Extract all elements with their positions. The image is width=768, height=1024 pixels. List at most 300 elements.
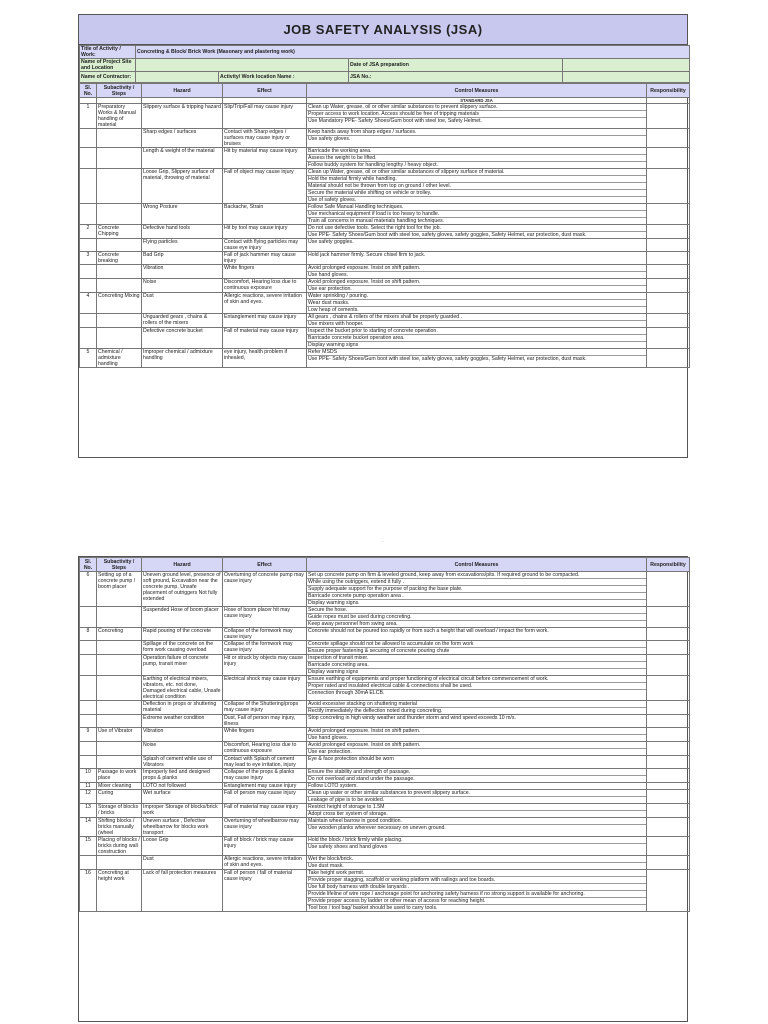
effect-cell: Collapse of the props & planks may cause injury	[223, 769, 307, 783]
control-measure-item: Proper access to work location. Access should be free of tripping materials	[307, 111, 646, 118]
control-measure-item: Refer MSDS	[307, 349, 646, 356]
effect-cell: Discomfort, Hearing loss due to continuous exposure	[223, 279, 307, 293]
responsibility-cell[interactable]	[647, 742, 690, 756]
control-measure-item: Eye & face protection should be worn	[308, 756, 394, 762]
jsa-rows-page-1	[80, 104, 690, 368]
hazard-cell: Earthing of electrical mixers, vibrators, etc. not done, Damaged electrical cable, Unsafe electrical condition	[143, 676, 221, 700]
control-measure-item: Stop concreting in high windy weather and thunder storm and wind speed exceeds 10 m/s.	[308, 715, 516, 721]
control-measure-item: Use hand gloves.	[308, 735, 349, 741]
subactivity-cell: Shifting blocks / bricks manually (wheel	[97, 818, 142, 837]
control-measures-cell	[307, 790, 647, 804]
responsibility-cell[interactable]	[647, 628, 690, 641]
table-row	[80, 239, 690, 252]
sl-cell: 3	[80, 252, 97, 265]
control-measure-item: Avoid prolonged exposure. Insist on shift pattern.	[307, 265, 646, 272]
col-hazard: Hazard	[142, 558, 223, 572]
responsibility-cell[interactable]	[647, 641, 690, 655]
sl-cell: 16	[80, 870, 97, 912]
control-measure-item: Avoid prolonged exposure. Insist on shift pattern.	[307, 742, 646, 749]
effect-cell: Hose of boom placer hit may cause injury	[223, 607, 307, 628]
control-measure-item: Use safety goggles.	[308, 239, 354, 245]
subactivity-cell: Concreting	[97, 628, 142, 641]
control-measures-cell	[307, 252, 647, 265]
control-measure-item: Water sprinkling / pouring.	[307, 293, 646, 300]
hazard-cell: Vibration	[142, 265, 223, 279]
subactivity-cell	[97, 239, 142, 252]
control-measure-item: Ensure earthing of equipments and proper functioning of electrical circuit before commencement of work.	[307, 676, 646, 683]
hazard-cell: Defective concrete bucket	[142, 328, 223, 349]
hazard-cell: Defective hand tools	[142, 225, 223, 239]
hazard-cell: Suspended Hose of boom placer	[142, 607, 223, 628]
subactivity-cell	[97, 715, 142, 728]
control-measure-item: Hold jack hammer firmly. Secure chisel firm to jack.	[308, 252, 426, 258]
table-row	[80, 628, 690, 641]
table-row	[80, 728, 690, 742]
control-measures-cell	[307, 148, 647, 169]
control-measure-item: Follow LOTO system.	[308, 783, 358, 789]
table-row	[80, 607, 690, 628]
responsibility-cell[interactable]	[647, 837, 690, 856]
table-row	[80, 314, 690, 328]
responsibility-cell[interactable]	[647, 856, 690, 870]
hazard-cell: Rapid pouring of the concrete	[142, 628, 223, 641]
control-measure-item: Provide proper stagging, scaffold or working platform with railings and toe boards.	[307, 877, 646, 884]
control-measure-item: Low heap of cements.	[308, 307, 359, 313]
control-measure-item: Concrete spillage should not be allowed to accumulate on the form work	[307, 641, 646, 648]
control-measures-cell	[307, 742, 647, 756]
sl-cell	[80, 607, 97, 628]
responsibility-cell[interactable]	[647, 756, 690, 769]
sl-cell	[80, 676, 97, 701]
control-measures-cell	[307, 239, 647, 252]
subactivity-cell: Use of Vibrator	[97, 728, 142, 742]
control-measures-cell	[307, 676, 647, 701]
effect-cell: Electrical shock may cause injury	[223, 676, 307, 701]
effect-cell: Fall of material may cause injury	[223, 804, 307, 818]
hazard-cell: Noise	[142, 279, 223, 293]
hazard-cell: Vibration	[142, 728, 223, 742]
effect-cell: Entanglement may cause injury	[223, 314, 307, 328]
sl-cell	[80, 314, 97, 328]
responsibility-cell[interactable]	[647, 715, 690, 728]
sl-cell	[80, 239, 97, 252]
control-measure-item: Inspect the bucket prior to starting of concrete operation.	[307, 328, 646, 335]
subactivity-cell: Placing of blocks / bricks during wall construction	[98, 837, 140, 855]
control-measure-item: Restrict height of storage to 1.5M	[307, 804, 646, 811]
subactivity-cell	[97, 742, 142, 756]
sl-cell	[80, 148, 97, 169]
table-row	[80, 701, 690, 715]
control-measure-item: Use dust mask.	[308, 863, 344, 869]
responsibility-cell[interactable]	[647, 728, 690, 742]
control-measure-item: Secure the material while shifting on vehicle or trolley.	[307, 190, 646, 197]
table-row	[80, 279, 690, 293]
sl-cell: 8	[80, 628, 97, 641]
effect-cell: Allergic reactions, severe irritation of skin and eyes.	[223, 293, 307, 314]
control-measure-item: Assess the weight to be lifted.	[307, 155, 646, 162]
jsa-table-2	[79, 557, 690, 912]
sl-cell: 10	[80, 769, 97, 783]
control-measure-item: Barricade the working area.	[307, 148, 646, 155]
responsibility-cell[interactable]	[647, 870, 690, 912]
responsibility-cell[interactable]	[647, 148, 690, 169]
sl-cell: 9	[80, 728, 97, 742]
sl-cell	[80, 756, 97, 769]
effect-cell: Collapse of the Shuttering/props may cause injury	[223, 701, 307, 715]
sl-cell	[80, 641, 97, 655]
control-measure-item: Barricade concrete bucket operation area.	[307, 335, 646, 342]
date-label: Date of JSA preparation	[349, 59, 563, 72]
col-control-measures: Control Measures	[307, 84, 647, 98]
control-measure-item: Use PPE- Safety Shoes/Gum boot with steel toe, safety gloves, safety goggles, Safety Helmet, ear protection, dust mask.	[308, 356, 587, 362]
control-measures-cell	[307, 607, 647, 628]
effect-cell: eye injury, health problem if inhealed,	[223, 349, 307, 368]
effect-cell: Fall of person may cause injury	[223, 790, 307, 804]
table-row	[80, 837, 690, 856]
site-label: Name of Project Site and Location	[80, 59, 136, 72]
jsa-sheet-page-1	[78, 14, 688, 458]
responsibility-cell[interactable]	[647, 169, 690, 204]
sl-cell: 15	[80, 837, 97, 856]
control-measure-item: Do not overload and stand under the passage.	[308, 776, 415, 782]
control-measure-item: Clean up water or other similar substances to prevent slippery surface.	[307, 790, 646, 797]
control-measure-item: Use safety gloves.	[308, 136, 351, 142]
control-measure-item: Use hand gloves.	[308, 272, 349, 278]
control-measure-item: Inspection of transit mixer.	[307, 655, 646, 662]
hazard-cell: Dust	[142, 293, 223, 314]
subactivity-cell: Chemical / admixture handling	[97, 349, 142, 368]
effect-cell: Contact with Sharp edges / surfaces may cause injury or bruises	[223, 129, 307, 148]
responsibility-cell[interactable]	[647, 252, 690, 265]
jsa-no-value[interactable]	[563, 72, 690, 83]
hazard-cell: Bad Grip	[142, 252, 223, 265]
control-measure-item: All gears , chains & rollers of the mixers shall be properly guarded .	[307, 314, 646, 321]
contractor-value[interactable]	[136, 72, 219, 83]
control-measure-item: Guide ropes must be used during concreting.	[307, 614, 646, 621]
subactivity-cell	[97, 641, 142, 655]
effect-cell: White fingers	[223, 265, 307, 279]
table-row	[80, 225, 690, 239]
subactivity-cell: Preparatory Works & Manual handling of material	[97, 104, 142, 129]
sl-cell	[80, 328, 97, 349]
hazard-cell: Improperly tied and designed props & planks	[142, 769, 223, 783]
table-row	[80, 783, 690, 790]
control-measures-cell	[307, 225, 647, 239]
effect-cell: Fall of block / brick may cause injury	[223, 837, 307, 856]
table-row	[80, 252, 690, 265]
control-measure-item: Wear dust masks.	[307, 300, 646, 307]
control-measure-item: Use PPE- Safety Shoes/Gum boot with steel toe, safety gloves, safety goggles, Safety Helmet, ear protection, dust mask.	[308, 232, 587, 238]
control-measures-cell	[307, 818, 647, 837]
control-measure-item: Display warning signs	[308, 342, 359, 348]
responsibility-cell[interactable]	[647, 572, 690, 607]
responsibility-cell[interactable]	[647, 314, 690, 328]
control-measure-item: Secure the hose.	[307, 607, 646, 614]
sl-cell: 5	[80, 349, 97, 368]
control-measures-cell	[307, 769, 647, 783]
table-row	[80, 655, 690, 676]
hazard-cell: Loose Grip, Slippery surface of material, throwing of material	[142, 169, 223, 204]
control-measures-cell	[307, 837, 647, 856]
contractor-label: Name of Contractor:	[80, 72, 136, 83]
responsibility-cell[interactable]	[647, 783, 690, 790]
responsibility-cell[interactable]	[647, 655, 690, 676]
sl-cell: 4	[80, 293, 97, 314]
sl-cell: 1	[80, 104, 97, 129]
control-measure-item: Train all concerns in manual materials handling techniques.	[308, 218, 445, 224]
control-measures-cell	[307, 804, 647, 818]
table-row	[80, 715, 690, 728]
effect-cell: Contact with Splash of cement may lead to eye irritation, injury	[223, 756, 307, 769]
control-measures-cell	[307, 783, 647, 790]
sl-cell	[80, 701, 97, 715]
subactivity-cell: Storage of blocks / bricks	[97, 804, 142, 818]
col-responsibility: Responsibility	[647, 84, 690, 98]
control-measures-cell	[307, 169, 647, 204]
control-measure-item: Use mechanical equipment if load is too heavy to handle.	[307, 211, 646, 218]
jsa-table-1	[79, 83, 690, 368]
control-measures-cell	[307, 572, 647, 607]
jsa-rows-page-2	[80, 572, 690, 912]
subactivity-cell: Concrete breaking	[97, 252, 142, 265]
control-measure-item: Hold the material firmly while handling.	[307, 176, 646, 183]
responsibility-cell[interactable]	[647, 790, 690, 804]
jsa-title: JOB SAFETY ANALYSIS (JSA)	[79, 15, 687, 45]
control-measure-item: Concrete should not be poured too rapidly or from such a height that will overload / impact the form work.	[308, 628, 549, 634]
responsibility-cell[interactable]	[647, 328, 690, 349]
table-row	[80, 818, 690, 837]
hazard-cell: Unguarded gears , chains & rollers of the mixers	[142, 314, 223, 328]
control-measures-cell	[307, 641, 647, 655]
control-measures-cell	[307, 728, 647, 742]
responsibility-cell[interactable]	[647, 804, 690, 818]
table-row	[80, 870, 690, 912]
effect-cell: White fingers	[223, 728, 307, 742]
responsibility-cell[interactable]	[647, 265, 690, 279]
subactivity-cell: Concreting Mixing	[97, 293, 142, 314]
sl-cell: 11	[80, 783, 97, 790]
table-row	[80, 641, 690, 655]
responsibility-cell[interactable]	[647, 204, 690, 225]
control-measure-item: Use full body harness with double lanyards .	[307, 884, 646, 891]
col-hazard: Hazard	[142, 84, 223, 98]
table-row	[80, 204, 690, 225]
responsibility-cell[interactable]	[647, 676, 690, 701]
col-subactivity: Subactivity / Steps	[97, 558, 142, 572]
effect-cell: Dust, Fall of person may injury, illness	[223, 715, 307, 728]
control-measures-cell	[307, 265, 647, 279]
control-measure-item: Set up concrete pump on firm & leveled ground, keep away from excavations/pits. If required ground to be compacted.	[307, 572, 646, 579]
responsibility-cell[interactable]	[647, 818, 690, 837]
control-measure-item: Barricade concreting area.	[307, 662, 646, 669]
subactivity-cell	[97, 856, 142, 870]
control-measure-item: Barricade concrete pump operation area .	[307, 593, 646, 600]
activity-label: Activity/ Work location Name :	[219, 72, 349, 83]
control-measure-item: Leakage of pipe is to be avoided.	[308, 797, 385, 803]
responsibility-cell[interactable]	[647, 769, 690, 783]
control-measure-item: Use ear protection.	[308, 749, 352, 755]
effect-cell: Entanglement may cause injury	[223, 783, 307, 790]
col-responsibility: Responsibility	[647, 558, 690, 572]
table-row	[80, 804, 690, 818]
effect-cell: Overturning of concrete pump may cause injury	[223, 572, 307, 607]
sl-cell: 13	[80, 804, 97, 818]
control-measure-item: Use of safety gloves.	[308, 197, 357, 203]
subactivity-cell	[97, 265, 142, 279]
responsibility-cell[interactable]	[647, 225, 690, 239]
subactivity-cell	[97, 756, 142, 769]
subactivity-cell: Passage to work place	[97, 769, 142, 783]
date-value[interactable]	[563, 59, 690, 72]
control-measure-item: Use Mandatory PPE- Safety Shoes/Gum boot with steel toe, Safety Helmet.	[308, 118, 482, 124]
control-measure-item: Use safety shoes and hand gloves	[308, 844, 388, 850]
subactivity-cell	[97, 676, 142, 701]
control-measures-cell	[307, 870, 647, 912]
control-measures-cell	[307, 293, 647, 314]
table-row	[80, 265, 690, 279]
responsibility-cell[interactable]	[647, 129, 690, 148]
control-measure-item: Keep hands away from sharp edges / surfaces.	[307, 129, 646, 136]
hazard-cell: Uneven ground level, presence of soft ground, Excavation near the concrete pump, Unsafe placement of outriggers Not fully extended	[142, 572, 223, 607]
control-measures-cell	[307, 756, 647, 769]
sl-cell	[80, 129, 97, 148]
effect-cell: Fall of material may cause injury	[223, 328, 307, 349]
control-measure-item: Clean up Water, grease, oil or other similar substances to prevent slippery surface.	[307, 104, 646, 111]
page-marker: ...	[381, 538, 385, 543]
control-measure-item: Supply adequate support for the purpose of packing the base plate.	[307, 586, 646, 593]
hazard-cell: Slippery surface & tripping hazard	[142, 104, 223, 129]
table-row	[80, 572, 690, 607]
control-measure-item: Take height work permit.	[307, 870, 646, 877]
hazard-cell: Wrong Posture	[142, 204, 223, 225]
hazard-cell: Deflection in props or shuttering material	[142, 701, 223, 715]
control-measures-cell	[307, 104, 647, 129]
effect-cell: Hit by tool may cause injury	[223, 225, 307, 239]
responsibility-cell[interactable]	[647, 239, 690, 252]
table-row	[80, 769, 690, 783]
responsibility-cell[interactable]	[647, 293, 690, 314]
table-row	[80, 129, 690, 148]
sl-cell	[80, 169, 97, 204]
control-measure-item: Display warning signs.	[308, 600, 360, 606]
effect-cell: Allergic reactions, severe irritation of skin and eyes.	[223, 856, 307, 870]
effect-cell: Fall of object may cause injury	[223, 169, 307, 204]
control-measure-item: Do not use defective tools. Select the right tool for the job.	[307, 225, 646, 232]
effect-cell: Hit or struck by objects may cause injury	[223, 655, 307, 676]
control-measure-item: Ensure proper fastening & securing of concrete pouring chute	[308, 648, 450, 654]
sl-cell	[80, 715, 97, 728]
subactivity-cell	[97, 204, 142, 225]
control-measure-item: Ensure the stability and strength of passage.	[307, 769, 646, 776]
col-subactivity: Subactivity / Steps	[97, 84, 142, 98]
subactivity-cell	[97, 314, 142, 328]
sl-cell	[80, 856, 97, 870]
effect-cell: Overturning of wheelbarrow may cause injury	[223, 818, 307, 837]
control-measures-cell	[307, 715, 647, 728]
hazard-cell: Length & weight of the material	[142, 148, 223, 169]
control-measure-item: Use mixers with hooper.	[308, 321, 364, 327]
control-measure-item: Wet the block/brick.	[307, 856, 646, 863]
control-measure-item: While using the outriggers, extend it fully .	[307, 579, 646, 586]
effect-cell: Fall of jack hammer may cause injury	[223, 252, 307, 265]
control-measure-item: Maintain wheel barrow in good condition.	[307, 818, 646, 825]
responsibility-cell[interactable]	[647, 607, 690, 628]
table-row	[80, 104, 690, 129]
control-measure-item: Provide lifeline of wire rope / anchorage point for anchoring safety harness if no strong support is available for anchoring.	[307, 891, 646, 898]
table-row	[80, 756, 690, 769]
table-row	[80, 293, 690, 314]
table-row	[80, 742, 690, 756]
title-label: Title of Activity / Work:	[80, 46, 136, 59]
control-measure-item: Proper rated and insulated electrical cable & connections shall be used.	[307, 683, 646, 690]
control-measure-item: Clean up Water, grease, oil or other similar substances of slippery surface of material.	[307, 169, 646, 176]
control-measure-item: Material should not be thrown from top on ground / other level.	[307, 183, 646, 190]
control-measures-cell	[307, 314, 647, 328]
control-measure-item: Rectify immediately the deflection noted during concreting.	[308, 708, 443, 714]
jsa-no-label: JSA No.:	[349, 72, 563, 83]
title-value: Concreting & Block/ Brick Work (Masonary and plastering work)	[136, 46, 690, 59]
subactivity-cell: Setting up of a concrete pump / boom placer	[97, 572, 142, 607]
hazard-cell: Sharp edges / surfaces	[142, 129, 223, 148]
table-row	[80, 148, 690, 169]
subactivity-cell	[97, 279, 142, 293]
control-measures-cell	[307, 129, 647, 148]
sl-cell: 12	[80, 790, 97, 804]
sl-cell: 2	[80, 225, 97, 239]
control-measure-item: Keep away personnel from swing area.	[308, 621, 398, 627]
subactivity-cell: Mixer cleaning	[97, 783, 142, 790]
sl-cell	[80, 655, 97, 676]
col-effect: Effect	[223, 84, 307, 98]
table-row	[80, 169, 690, 204]
sl-cell: 14	[80, 818, 97, 837]
hazard-cell: Spillage of the concrete on the form work causing overload	[142, 641, 223, 655]
hazard-cell: Loose Grip	[142, 837, 223, 856]
responsibility-cell[interactable]	[647, 104, 690, 129]
hazard-cell: Dust	[142, 856, 223, 870]
control-measures-cell	[307, 204, 647, 225]
control-measures-cell	[307, 701, 647, 715]
hazard-cell: Lack of fall protection measures	[142, 870, 223, 912]
col-effect: Effect	[223, 558, 307, 572]
control-measure-item: Provide proper access by ladder or other mean of access for reaching height.	[307, 898, 646, 905]
sl-cell: 6	[80, 572, 97, 607]
hazard-cell: Improper Storage of blocks/brick work	[142, 804, 223, 818]
responsibility-cell[interactable]	[647, 349, 690, 368]
effect-cell: Contact with flying particles may cause eye injury	[223, 239, 307, 252]
responsibility-cell[interactable]	[647, 279, 690, 293]
control-measure-item: Display warning signs	[308, 669, 359, 675]
control-measure-item: Avoid excessive stacking on shuttering material	[307, 701, 646, 708]
control-measures-cell	[307, 328, 647, 349]
responsibility-cell[interactable]	[647, 701, 690, 715]
subactivity-cell	[97, 655, 142, 676]
hazard-cell: Flying particles	[142, 239, 223, 252]
effect-cell: Collapse of the formwork may cause injury	[223, 641, 307, 655]
hazard-cell: Improper chemical / admixture handling	[142, 349, 223, 368]
subactivity-cell: Concreting at height work	[97, 870, 142, 912]
hazard-cell: Noise	[142, 742, 223, 756]
control-measure-item: Use wooden planks wherever necessary on uneven ground.	[308, 825, 446, 831]
site-value[interactable]	[136, 59, 349, 72]
hazard-cell: Uneven surface , Defective wheelbarrow for blocks work transport	[142, 818, 223, 837]
control-measure-item: Avoid prolonged exposure. Insist on shift pattern.	[307, 728, 646, 735]
control-measure-item: Follow Safe Manual Handling techniques.	[307, 204, 646, 211]
effect-cell: Hit by material may cause injury	[223, 148, 307, 169]
hazard-cell: Operation failure of concrete pump, transit mixer	[142, 655, 223, 676]
effect-cell: Discomfort, Hearing loss due to continuous exposure	[223, 742, 307, 756]
hazard-cell: Wet surface	[142, 790, 223, 804]
